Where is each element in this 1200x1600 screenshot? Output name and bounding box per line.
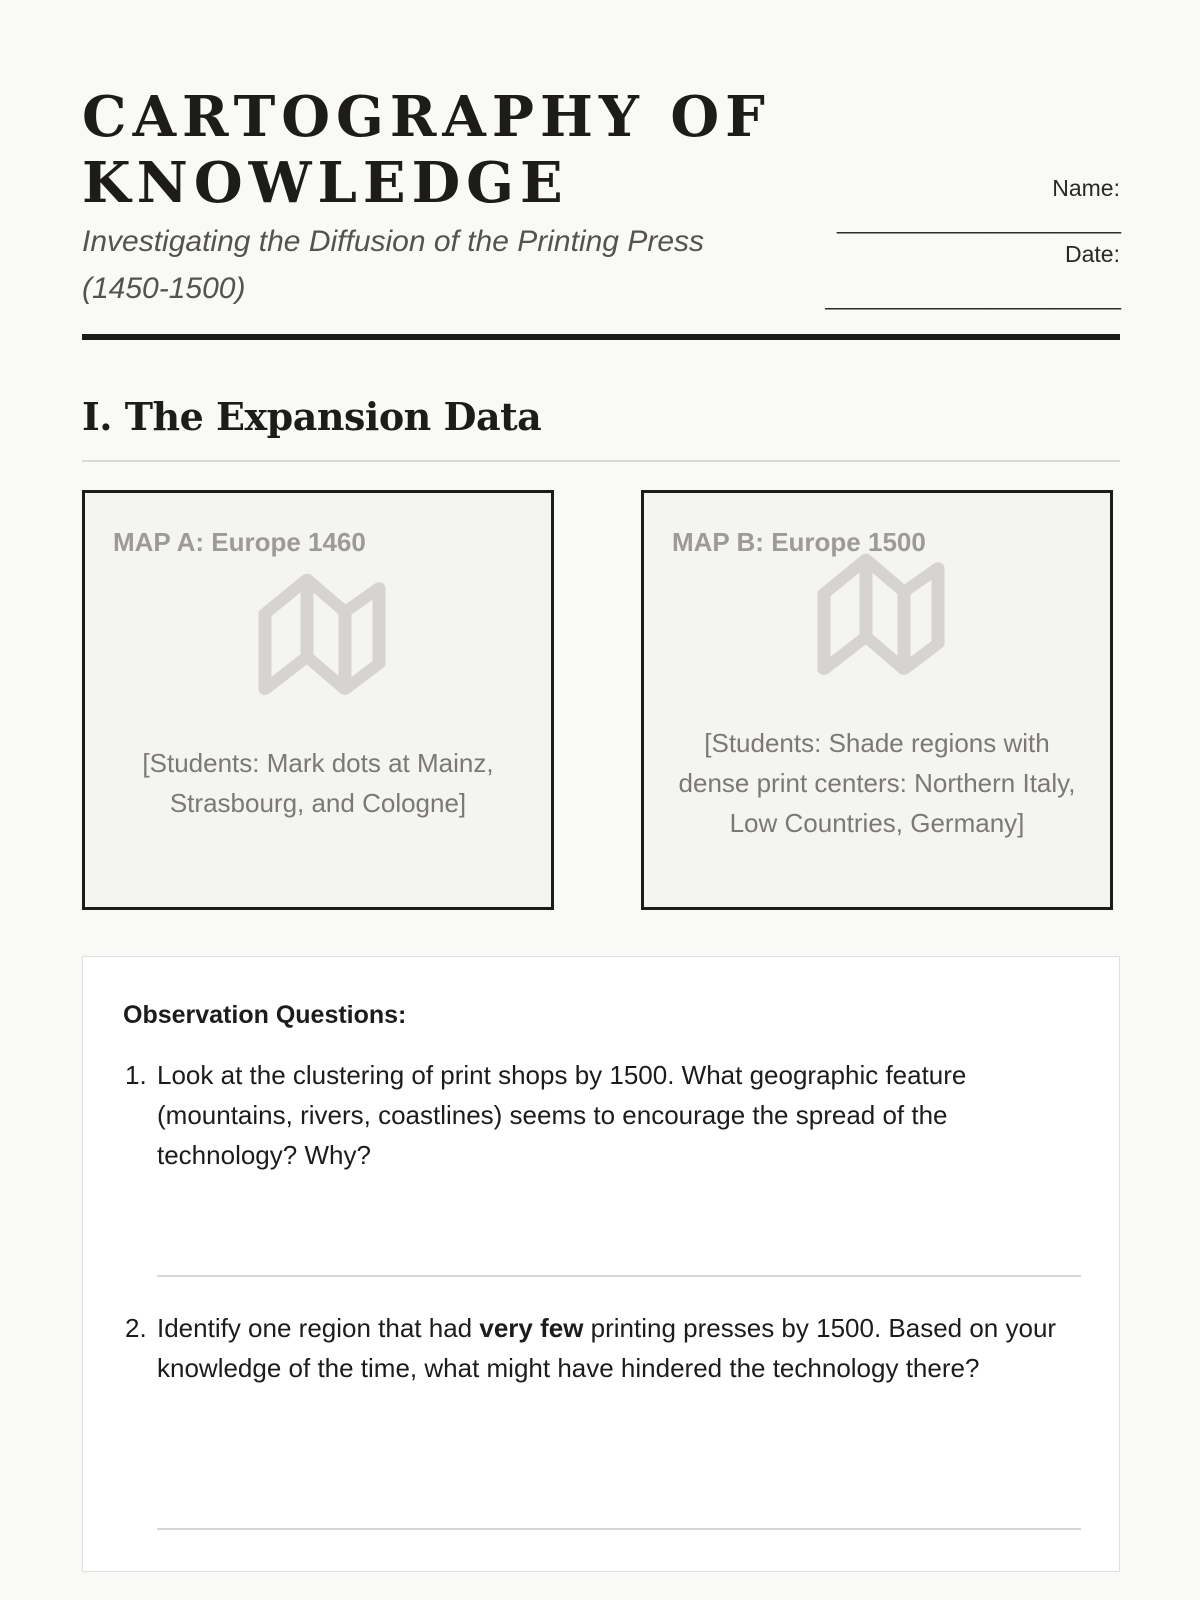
worksheet-title: [82, 84, 771, 216]
observation-questions-card: [82, 956, 1120, 1572]
header-divider: [82, 334, 1120, 340]
section-divider: [82, 460, 1120, 462]
question-text-post: printing presses by 1500. Based on your knowledge of the time, what might have hindered the technology there?: [157, 1313, 1057, 1383]
map-b-instructions: [Students: Shade regions with dense print centers: Northern Italy, Low Countries, Germany]: [678, 728, 1076, 838]
map-icon: [814, 551, 950, 687]
map-a-box[interactable]: [82, 490, 554, 910]
title-line-2: KNOWLEDGE: [82, 150, 569, 216]
student-info: [825, 172, 1120, 314]
question-emphasis: very few: [479, 1313, 584, 1343]
question-number: 1.: [125, 1060, 147, 1090]
questions-heading: Observation Questions:: [123, 1001, 407, 1029]
date-field[interactable]: _________________________: [825, 284, 1120, 310]
answer-line-2[interactable]: [157, 1528, 1081, 1530]
map-icon: [255, 571, 391, 707]
question-1: [125, 1055, 1065, 1175]
name-field[interactable]: ________________________: [837, 208, 1120, 234]
map-b-label: MAP B: Europe 1500: [672, 527, 926, 557]
question-text-pre: Identify one region that had: [157, 1313, 480, 1343]
map-b-box[interactable]: [641, 490, 1113, 910]
answer-line-1[interactable]: [157, 1275, 1081, 1277]
date-label: Date:: [1065, 241, 1120, 267]
question-number: 2.: [125, 1313, 147, 1343]
name-label: Name:: [1052, 175, 1120, 201]
map-a-label: MAP A: Europe 1460: [113, 527, 366, 557]
title-line-1: CARTOGRAPHY OF: [82, 84, 771, 150]
question-2: [125, 1308, 1065, 1388]
question-text: [157, 1308, 1065, 1388]
question-text: Look at the clustering of print shops by 1500. What geographic feature (mountains, rivers, coastlines) seems to encourage the spread of the technology? Why?: [157, 1060, 967, 1170]
section-title: I. The Expansion Data: [82, 394, 542, 439]
worksheet-subtitle: Investigating the Diffusion of the Printing Press (1450-1500): [82, 225, 705, 305]
map-a-instructions: [Students: Mark dots at Mainz, Strasbourg, and Cologne]: [142, 748, 494, 818]
